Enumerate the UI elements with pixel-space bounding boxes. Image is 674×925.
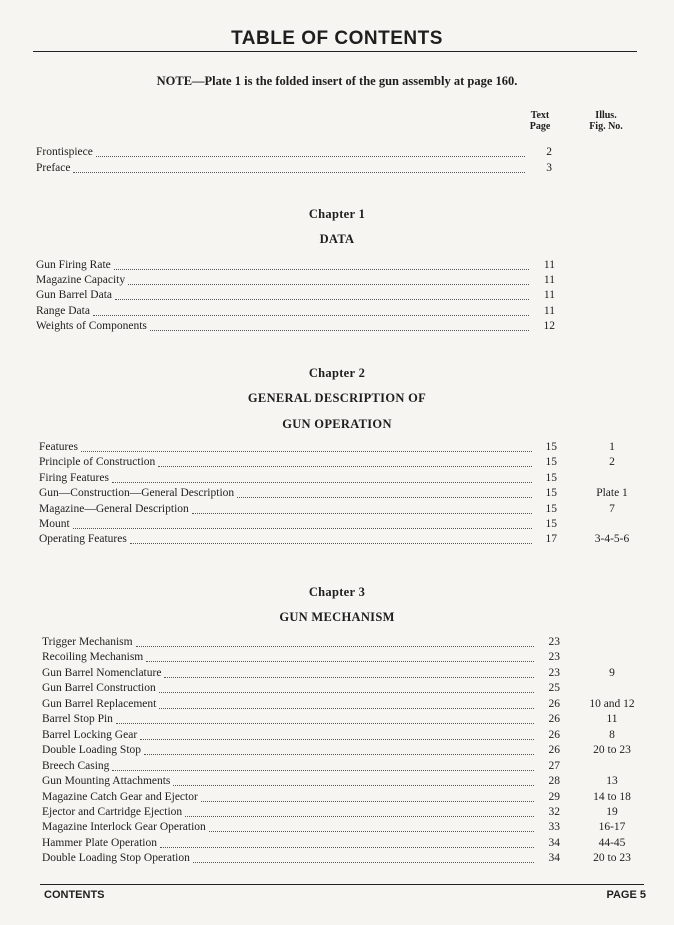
- dot-leader: [150, 330, 529, 331]
- entry-illus-fig: 8: [609, 728, 615, 741]
- dot-leader: [158, 466, 532, 467]
- entry-text-page: 15: [545, 518, 557, 530]
- dot-leader: [159, 708, 534, 709]
- entry-title: Breech Casing: [42, 759, 110, 772]
- front-matter-entry: [36, 145, 528, 160]
- dot-leader: [112, 770, 534, 771]
- entry-text-page: 28: [548, 775, 560, 788]
- illus-fig-header-line-1: Illus.: [595, 110, 617, 121]
- entry-text-page: 26: [548, 728, 560, 741]
- dot-leader: [159, 692, 534, 693]
- chapter-number: Chapter 2: [308, 366, 366, 380]
- entry-text-page: 26: [548, 697, 560, 710]
- entry-text-page: 23: [548, 651, 560, 664]
- entry-title: Barrel Locking Gear: [42, 728, 138, 741]
- chapter-title: GUN OPERATION: [282, 417, 392, 431]
- dot-leader: [160, 847, 534, 848]
- entry-title: Firing Features: [39, 471, 109, 484]
- dot-leader: [140, 739, 534, 740]
- entry-text-page: 17: [545, 533, 557, 546]
- entry-text-page: 15: [545, 487, 557, 500]
- footer-section-label: CONTENTS: [44, 889, 105, 901]
- entry-text-page: 15: [545, 502, 557, 515]
- dot-leader: [201, 801, 534, 802]
- chapter-1-entry: [36, 258, 532, 273]
- entry-title: Gun Mounting Attachments: [42, 775, 171, 788]
- chapter-2-entry: [39, 440, 535, 455]
- text-page-header-line-1: Text: [530, 110, 550, 121]
- chapter-1-entry: [36, 273, 532, 288]
- chapter-title: DATA: [319, 232, 355, 246]
- illus-fig-column-header: [578, 110, 634, 132]
- entry-text-page: 26: [548, 744, 560, 757]
- dot-leader: [73, 528, 532, 529]
- entry-illus-fig: 20 to 23: [593, 744, 631, 757]
- dot-leader: [237, 497, 532, 498]
- entry-title: Recoiling Mechanism: [42, 651, 144, 664]
- entry-text-page: 15: [545, 456, 557, 469]
- entry-text-page: 11: [543, 304, 555, 317]
- text-page-header-line-2: Page: [529, 121, 551, 132]
- entry-title: Gun—Construction—General Description: [39, 487, 235, 500]
- chapter-number: Chapter 1: [308, 207, 366, 221]
- footer-page-number: PAGE 5: [606, 889, 646, 901]
- entry-title: Hammer Plate Operation: [42, 836, 157, 849]
- dot-leader: [130, 543, 532, 544]
- dot-leader: [73, 172, 525, 173]
- entry-illus-fig: 11: [606, 713, 618, 726]
- chapter-3-entry: [42, 728, 537, 743]
- dot-leader: [193, 862, 534, 863]
- entry-text-page: 11: [543, 259, 555, 271]
- chapter-2-entry: [39, 502, 535, 517]
- page-title: TABLE OF CONTENTS: [231, 28, 443, 49]
- chapter-3-entry: [42, 759, 537, 774]
- entry-title: Barrel Stop Pin: [42, 713, 113, 726]
- chapter-3-entry: [42, 635, 537, 650]
- entry-text-page: 2: [546, 146, 552, 158]
- chapter-3-entry: [42, 790, 537, 805]
- chapter-1-entry: [36, 288, 532, 303]
- illus-fig-header-line-2: Fig. No.: [589, 121, 623, 132]
- entry-title: Gun Firing Rate: [36, 259, 111, 271]
- chapter-1-entry: [36, 304, 532, 319]
- entry-text-page: 11: [543, 274, 555, 287]
- entry-text-page: 34: [548, 836, 560, 849]
- entry-text-page: 15: [545, 441, 557, 453]
- entry-title: Range Data: [36, 304, 90, 317]
- dot-leader: [115, 299, 529, 300]
- chapter-3-entry: [42, 681, 537, 696]
- entry-illus-fig: 13: [606, 775, 618, 788]
- chapter-2-entry: [39, 455, 535, 470]
- chapter-number: Chapter 3: [308, 585, 366, 599]
- entry-title: Magazine Catch Gear and Ejector: [42, 790, 198, 803]
- entry-title: Magazine Interlock Gear Operation: [42, 821, 206, 834]
- entry-illus-fig: 20 to 23: [593, 852, 631, 865]
- dot-leader: [209, 831, 534, 832]
- dot-leader: [81, 451, 532, 452]
- entry-illus-fig: 19: [606, 805, 618, 818]
- entry-title: Ejector and Cartridge Ejection: [42, 805, 183, 818]
- entry-illus-fig: 14 to 18: [593, 790, 631, 803]
- entry-title: Weights of Components: [36, 319, 147, 332]
- dot-leader: [93, 315, 529, 316]
- chapter-1-entry: [36, 319, 532, 334]
- entry-title: Frontispiece: [36, 146, 93, 158]
- entry-title: Gun Barrel Nomenclature: [42, 666, 162, 679]
- chapter-3-entry: [42, 820, 537, 835]
- entry-title: Features: [39, 441, 78, 453]
- entry-illus-fig: 9: [609, 666, 615, 679]
- entry-text-page: 26: [548, 713, 560, 726]
- dot-leader: [96, 156, 525, 157]
- chapter-3-entry: [42, 712, 537, 727]
- entry-text-page: 23: [548, 666, 560, 679]
- bottom-rule: [40, 884, 644, 885]
- chapter-3-entry: [42, 743, 537, 758]
- dot-leader: [146, 661, 534, 662]
- entry-text-page: 23: [548, 636, 560, 648]
- entry-title: Gun Barrel Construction: [42, 682, 156, 695]
- chapter-3-entry: [42, 666, 537, 681]
- chapter-title: GUN MECHANISM: [279, 610, 395, 624]
- dot-leader: [136, 646, 534, 647]
- chapter-2-entry: [39, 517, 535, 532]
- entry-title: Gun Barrel Data: [36, 289, 112, 302]
- entry-title: Mount: [39, 518, 70, 530]
- chapter-3-entry: [42, 774, 537, 789]
- entry-title: Principle of Construction: [39, 456, 156, 469]
- dot-leader: [185, 816, 534, 817]
- entry-illus-fig: 3-4-5-6: [594, 533, 630, 546]
- dot-leader: [114, 269, 529, 270]
- entry-text-page: 11: [543, 289, 555, 302]
- entry-title: Gun Barrel Replacement: [42, 697, 157, 710]
- text-page-column-header: [520, 110, 560, 132]
- dot-leader: [144, 754, 534, 755]
- entry-title: Operating Features: [39, 533, 127, 546]
- entry-text-page: 32: [548, 805, 560, 818]
- entry-text-page: 29: [548, 790, 560, 803]
- dot-leader: [116, 723, 534, 724]
- chapter-3-entry: [42, 851, 537, 866]
- entry-text-page: 25: [548, 682, 560, 695]
- entry-illus-fig: 16-17: [598, 821, 626, 834]
- entry-text-page: 27: [548, 759, 560, 772]
- entry-text-page: 15: [545, 471, 557, 484]
- front-matter-entry: [36, 161, 528, 176]
- chapter-3-entry: [42, 650, 537, 665]
- chapter-2-entry: [39, 471, 535, 486]
- chapter-3-entry: [42, 697, 537, 712]
- dot-leader: [173, 785, 534, 786]
- dot-leader: [164, 677, 534, 678]
- plate-note: NOTE—Plate 1 is the folded insert of the gun assembly at page 160.: [156, 74, 518, 88]
- entry-illus-fig: 1: [609, 441, 615, 453]
- dot-leader: [192, 513, 532, 514]
- entry-illus-fig: 44-45: [598, 836, 626, 849]
- entry-title: Double Loading Stop: [42, 744, 142, 757]
- entry-text-page: 3: [546, 161, 552, 174]
- dot-leader: [112, 482, 532, 483]
- top-rule: [33, 51, 637, 52]
- entry-text-page: 12: [543, 319, 555, 332]
- chapter-title: GENERAL DESCRIPTION OF: [247, 391, 427, 405]
- entry-title: Magazine Capacity: [36, 274, 126, 287]
- chapter-2-entry: [39, 532, 535, 547]
- entry-illus-fig: 2: [609, 456, 615, 469]
- entry-title: Trigger Mechanism: [42, 636, 133, 648]
- entry-illus-fig: 7: [609, 502, 615, 515]
- chapter-3-entry: [42, 805, 537, 820]
- entry-title: Magazine—General Description: [39, 502, 189, 515]
- chapter-2-entry: [39, 486, 535, 501]
- dot-leader: [128, 284, 529, 285]
- entry-illus-fig: 10 and 12: [589, 697, 635, 710]
- entry-title: Double Loading Stop Operation: [42, 852, 190, 865]
- entry-illus-fig: Plate 1: [596, 487, 628, 500]
- entry-text-page: 34: [548, 852, 560, 865]
- chapter-3-entry: [42, 836, 537, 851]
- entry-title: Preface: [36, 161, 71, 174]
- entry-text-page: 33: [548, 821, 560, 834]
